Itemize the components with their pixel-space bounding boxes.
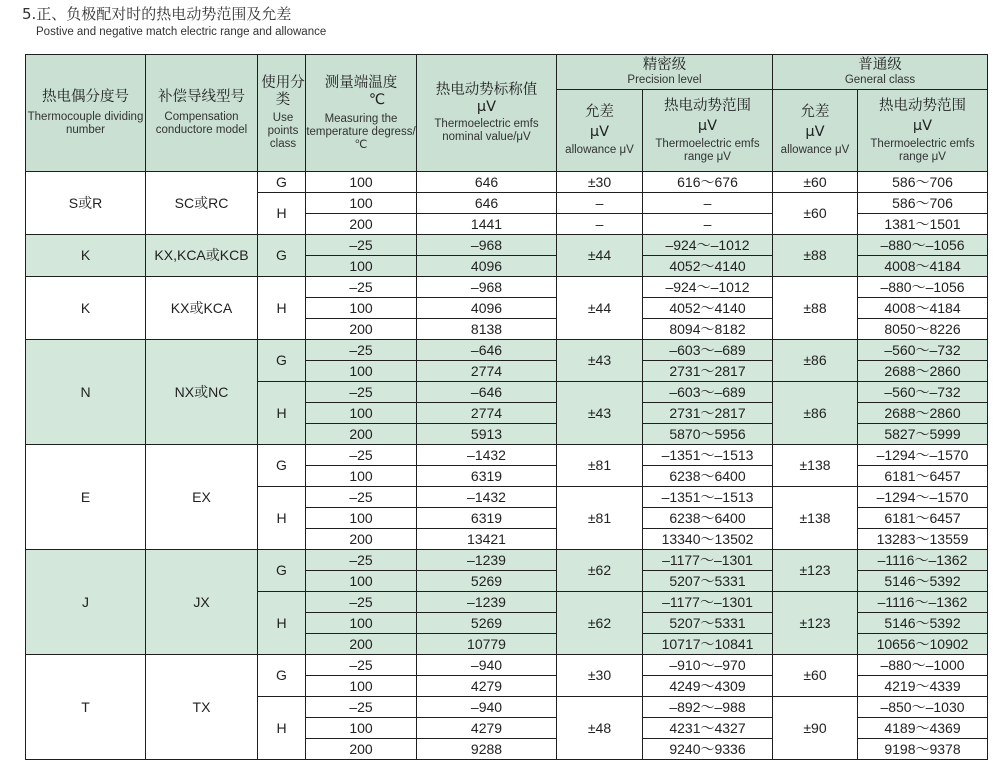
header-nominal-value: 热电动势标称值 μV Thermoelectric emfs nominal value/μV [417, 55, 557, 172]
general-allowance-cell: ±86 [773, 382, 858, 445]
page-subtitle: Postive and negative match electric range and allowance [36, 26, 327, 38]
general-allowance-cell: ±90 [773, 697, 858, 760]
header-compensation-model: 补偿导线型号 Compensation conductore model [146, 55, 258, 172]
general-allowance-cell: ±60 [773, 655, 858, 697]
general-range-cell: –850～–1030 [858, 697, 988, 718]
nominal-value-cell: –968 [417, 277, 557, 298]
general-range-cell: 6181～6457 [858, 508, 988, 529]
temperature-cell: –25 [306, 382, 417, 403]
general-range-cell: 4008～4184 [858, 256, 988, 277]
general-allowance-cell: ±86 [773, 340, 858, 382]
thermocouple-type: K [26, 277, 146, 340]
precision-allowance-cell: ±43 [557, 340, 643, 382]
general-range-cell: –1116～–1362 [858, 592, 988, 613]
precision-range-cell: 4052～4140 [643, 298, 773, 319]
nominal-value-cell: –646 [417, 340, 557, 361]
precision-allowance-cell: ±30 [557, 655, 643, 697]
precision-range-cell: –603～–689 [643, 340, 773, 361]
compensation-model: KX,KCA或KCB [146, 235, 258, 277]
nominal-value-cell: 5913 [417, 424, 557, 445]
compensation-model: EX [146, 445, 258, 550]
temperature-cell: 100 [306, 676, 417, 697]
thermocouple-type: S或R [26, 172, 146, 235]
nominal-value-cell: –1239 [417, 550, 557, 571]
header-general-class: 普通级 General class [773, 55, 988, 90]
temperature-cell: 200 [306, 634, 417, 655]
nominal-value-cell: –968 [417, 235, 557, 256]
nominal-value-cell: 2774 [417, 403, 557, 424]
temperature-cell: 100 [306, 193, 417, 214]
temperature-cell: 100 [306, 403, 417, 424]
general-range-cell: 5146～5392 [858, 613, 988, 634]
general-range-cell: –1294～–1570 [858, 487, 988, 508]
precision-allowance-cell: – [557, 214, 643, 235]
general-allowance-cell: ±138 [773, 445, 858, 487]
temperature-cell: 100 [306, 466, 417, 487]
use-class: G [258, 550, 306, 592]
table-row [26, 235, 988, 256]
general-range-cell: 9198～9378 [858, 739, 988, 760]
use-class: G [258, 235, 306, 277]
nominal-value-cell: 646 [417, 172, 557, 193]
general-range-cell: –880～–1056 [858, 235, 988, 256]
precision-range-cell: 4231～4327 [643, 718, 773, 739]
nominal-value-cell: –646 [417, 382, 557, 403]
temperature-cell: –25 [306, 445, 417, 466]
precision-allowance-cell: ±62 [557, 592, 643, 655]
precision-range-cell: 4052～4140 [643, 256, 773, 277]
nominal-value-cell: 4279 [417, 676, 557, 697]
compensation-model: NX或NC [146, 340, 258, 445]
temperature-cell: 200 [306, 424, 417, 445]
general-allowance-cell: ±123 [773, 592, 858, 655]
general-range-cell: 5146～5392 [858, 571, 988, 592]
general-range-cell: –560～–732 [858, 382, 988, 403]
precision-range-cell: 8094～8182 [643, 319, 773, 340]
precision-range-cell: 10717～10841 [643, 634, 773, 655]
compensation-model: KX或KCA [146, 277, 258, 340]
general-allowance-cell: ±60 [773, 193, 858, 235]
nominal-value-cell: 5269 [417, 613, 557, 634]
temperature-cell: 100 [306, 613, 417, 634]
precision-range-cell: 6238～6400 [643, 466, 773, 487]
nominal-value-cell: 5269 [417, 571, 557, 592]
general-allowance-cell: ±60 [773, 172, 858, 193]
precision-range-cell: 6238～6400 [643, 508, 773, 529]
precision-range-cell: 9240～9336 [643, 739, 773, 760]
table-row [26, 445, 988, 466]
precision-range-cell: –892～–988 [643, 697, 773, 718]
temperature-cell: 200 [306, 214, 417, 235]
nominal-value-cell: 8138 [417, 319, 557, 340]
precision-allowance-cell: ±81 [557, 445, 643, 487]
precision-allowance-cell: – [557, 193, 643, 214]
temperature-cell: –25 [306, 697, 417, 718]
general-range-cell: 8050～8226 [858, 319, 988, 340]
table-body [26, 172, 988, 760]
temperature-cell: –25 [306, 277, 417, 298]
temperature-cell: –25 [306, 592, 417, 613]
precision-range-cell: 13340～13502 [643, 529, 773, 550]
compensation-model: SC或RC [146, 172, 258, 235]
precision-range-cell: –1351～–1513 [643, 445, 773, 466]
use-class: H [258, 592, 306, 655]
general-allowance-cell: ±138 [773, 487, 858, 550]
precision-allowance-cell: ±30 [557, 172, 643, 193]
general-range-cell: –560～–732 [858, 340, 988, 361]
use-class: G [258, 445, 306, 487]
header-dividing-number: 热电偶分度号 Thermocouple dividing number [26, 55, 146, 172]
header-general-range: 热电动势范围 μV Thermoelectric emfs range μV [858, 90, 988, 172]
precision-allowance-cell: ±43 [557, 382, 643, 445]
use-class: H [258, 382, 306, 445]
page-title: 5.正、负极配对时的热电动势范围及允差 [22, 5, 292, 23]
use-class: H [258, 697, 306, 760]
precision-allowance-cell: ±44 [557, 277, 643, 340]
general-range-cell: 4189～4369 [858, 718, 988, 739]
use-class: H [258, 277, 306, 340]
temperature-cell: –25 [306, 655, 417, 676]
temperature-cell: 200 [306, 739, 417, 760]
general-allowance-cell: ±123 [773, 550, 858, 592]
nominal-value-cell: 10779 [417, 634, 557, 655]
precision-allowance-cell: ±62 [557, 550, 643, 592]
temperature-cell: 100 [306, 256, 417, 277]
general-range-cell: –1116～–1362 [858, 550, 988, 571]
precision-range-cell: 616～676 [643, 172, 773, 193]
use-class: G [258, 172, 306, 193]
compensation-model: JX [146, 550, 258, 655]
thermocouple-type: J [26, 550, 146, 655]
thermocouple-type: E [26, 445, 146, 550]
use-class: G [258, 340, 306, 382]
precision-range-cell: 2731～2817 [643, 361, 773, 382]
table-row [26, 550, 988, 571]
general-range-cell: 10656～10902 [858, 634, 988, 655]
temperature-cell: 100 [306, 172, 417, 193]
temperature-cell: –25 [306, 235, 417, 256]
table-row [26, 340, 988, 361]
precision-allowance-cell: ±44 [557, 235, 643, 277]
precision-range-cell: –924～–1012 [643, 235, 773, 256]
nominal-value-cell: 4096 [417, 256, 557, 277]
general-range-cell: 5827～5999 [858, 424, 988, 445]
nominal-value-cell: 9288 [417, 739, 557, 760]
temperature-cell: 200 [306, 529, 417, 550]
general-allowance-cell: ±88 [773, 235, 858, 277]
precision-allowance-cell: ±81 [557, 487, 643, 550]
header-general-allowance: 允差 μV allowance μV [773, 90, 858, 172]
header-precision-allowance: 允差 μV allowance μV [557, 90, 643, 172]
general-range-cell: 4008～4184 [858, 298, 988, 319]
temperature-cell: 100 [306, 718, 417, 739]
precision-range-cell: 5207～5331 [643, 613, 773, 634]
general-range-cell: –1294～–1570 [858, 445, 988, 466]
nominal-value-cell: –1239 [417, 592, 557, 613]
general-allowance-cell: ±88 [773, 277, 858, 340]
temperature-cell: 100 [306, 298, 417, 319]
temperature-cell: 200 [306, 319, 417, 340]
table-row [26, 277, 988, 298]
emf-range-table [25, 54, 988, 760]
thermocouple-type: T [26, 655, 146, 760]
precision-range-cell: – [643, 214, 773, 235]
nominal-value-cell: 6319 [417, 466, 557, 487]
nominal-value-cell: –1432 [417, 445, 557, 466]
header-precision-level: 精密级 Precision level [557, 55, 773, 90]
header-use-class: 使用分类 Use points class [258, 55, 306, 172]
use-class: G [258, 655, 306, 697]
nominal-value-cell: –940 [417, 655, 557, 676]
precision-range-cell: 2731～2817 [643, 403, 773, 424]
temperature-cell: –25 [306, 487, 417, 508]
thermocouple-type: K [26, 235, 146, 277]
compensation-model: TX [146, 655, 258, 760]
nominal-value-cell: 6319 [417, 508, 557, 529]
temperature-cell: 100 [306, 508, 417, 529]
precision-allowance-cell: ±48 [557, 697, 643, 760]
precision-range-cell: –910～–970 [643, 655, 773, 676]
precision-range-cell: 5207～5331 [643, 571, 773, 592]
precision-range-cell: –1177～–1301 [643, 592, 773, 613]
precision-range-cell: 5870～5956 [643, 424, 773, 445]
general-range-cell: 4219～4339 [858, 676, 988, 697]
header-measuring-temperature: 测量端温度 ℃ Measuring the temperature degress/℃ [306, 55, 417, 172]
table-row [26, 655, 988, 676]
precision-range-cell: –1177～–1301 [643, 550, 773, 571]
general-range-cell: 13283～13559 [858, 529, 988, 550]
general-range-cell: –880～–1056 [858, 277, 988, 298]
nominal-value-cell: 4096 [417, 298, 557, 319]
general-range-cell: 2688～2860 [858, 361, 988, 382]
nominal-value-cell: 4279 [417, 718, 557, 739]
header-precision-range: 热电动势范围 μV Thermoelectric emfs range μV [643, 90, 773, 172]
general-range-cell: 586～706 [858, 172, 988, 193]
precision-range-cell: – [643, 193, 773, 214]
temperature-cell: –25 [306, 550, 417, 571]
nominal-value-cell: 1441 [417, 214, 557, 235]
general-range-cell: 1381～1501 [858, 214, 988, 235]
use-class: H [258, 193, 306, 235]
nominal-value-cell: 646 [417, 193, 557, 214]
general-range-cell: 6181～6457 [858, 466, 988, 487]
general-range-cell: 586～706 [858, 193, 988, 214]
nominal-value-cell: –1432 [417, 487, 557, 508]
general-range-cell: 2688～2860 [858, 403, 988, 424]
nominal-value-cell: –940 [417, 697, 557, 718]
use-class: H [258, 487, 306, 550]
temperature-cell: 100 [306, 571, 417, 592]
nominal-value-cell: 2774 [417, 361, 557, 382]
nominal-value-cell: 13421 [417, 529, 557, 550]
precision-range-cell: 4249～4309 [643, 676, 773, 697]
precision-range-cell: –603～–689 [643, 382, 773, 403]
temperature-cell: 100 [306, 361, 417, 382]
precision-range-cell: –1351～–1513 [643, 487, 773, 508]
general-range-cell: –880～–1000 [858, 655, 988, 676]
table-row [26, 172, 988, 193]
thermocouple-type: N [26, 340, 146, 445]
precision-range-cell: –924～–1012 [643, 277, 773, 298]
temperature-cell: –25 [306, 340, 417, 361]
